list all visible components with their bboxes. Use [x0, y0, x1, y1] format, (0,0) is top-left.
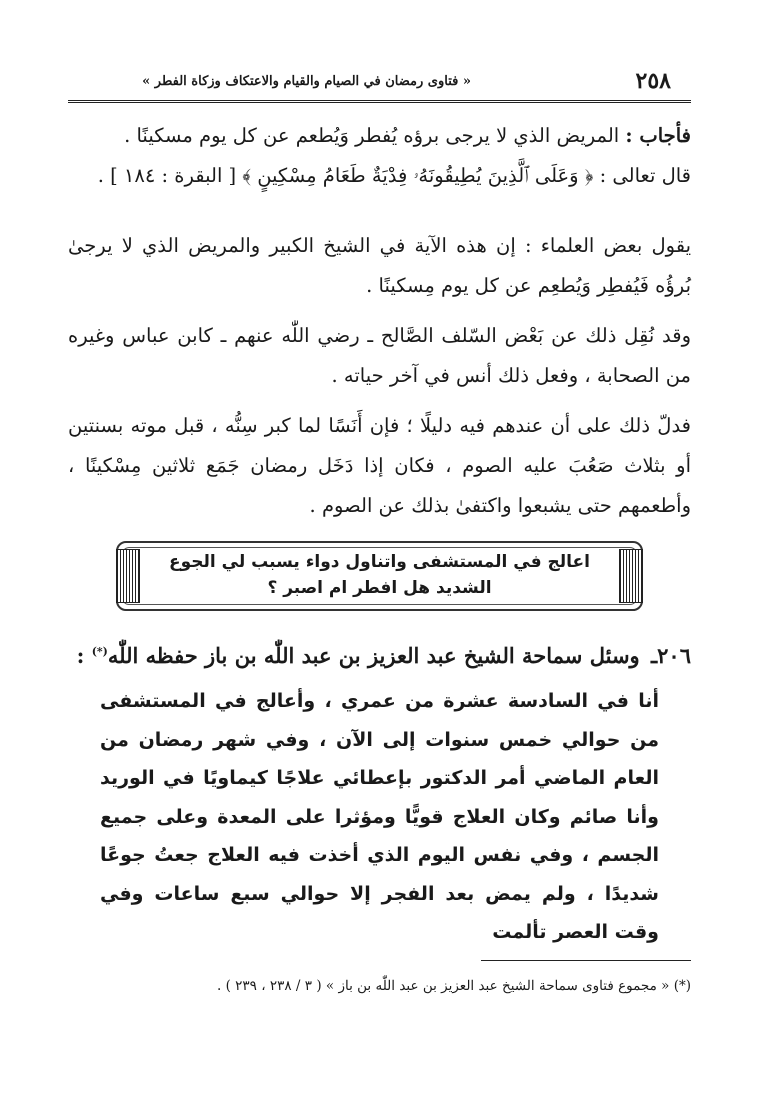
- page-header: [68, 68, 691, 98]
- answer-paragraph: [68, 116, 691, 196]
- banner-title-line-2: الشديد هل افطر ام اصبر ؟: [267, 578, 492, 598]
- answer-line-2: قال تعالى : ﴿ وَعَلَى ٱلَّذِينَ يُطِيقُونَهُۥ فِدْيَةٌ طَعَامُ مِسْكِينٍ ﴾ [ البقرة : ١٨٤ ] .: [97, 164, 691, 187]
- footnote: (*) « مجموع فتاوى سماحة الشيخ عبد العزيز بن عبد اللّٰه بن باز » ( ٣ / ٢٣٨ ، ٢٣٩ ) .: [217, 978, 691, 994]
- banner-ornament-right: [619, 549, 643, 603]
- paragraph-scholars: يقول بعض العلماء : إن هذه الآية في الشيخ الكبير والمريض الذي لا يرجىٰ بُرؤُه فَيُفطِر وَيُطعِم عن كل يوم مِسكينًا .: [68, 234, 691, 297]
- page-number: ٢٥٨: [635, 68, 671, 94]
- question-heading-text: وسئل سماحة الشيخ عبد العزيز بن عبد اللّٰه بن باز حفظه اللّٰه: [107, 643, 640, 668]
- paragraph-salaf: وقد نُقِل ذلك عن بَعْض السّلف الصَّالح ـ رضي اللّٰه عنهم ـ كابن عباس وغيره من الصحابة ، وفعل ذلك أنس في آخر حياته .: [68, 324, 691, 387]
- header-divider: [68, 100, 691, 103]
- paragraph-anas: فدلّ ذلك على أن عندهم فيه دليلًا ؛ فإن أَنَسًا لما كبر سِنُّه ، قبل موته بسنتين أو بثلاث صَعُبَ عليه الصوم ، فكان إذا دَخَل رمضان جَمَع ثلاثين مِسْكينًا ، وأطعمهم حتى يشبعوا واكتفىٰ بذلك عن الصوم .: [68, 414, 691, 517]
- banner-title: [158, 549, 601, 601]
- question-heading-colon: :: [76, 643, 92, 668]
- question-number: ٢٠٦ـ: [651, 643, 691, 668]
- answer-lead: فأجاب :: [625, 124, 691, 147]
- banner-title-line-1: اعالج في المستشفى واتناول دواء يسبب لي الجوع: [169, 552, 590, 572]
- banner-ornament-left: [116, 549, 140, 603]
- question-title-banner: [116, 541, 643, 611]
- footnote-divider: [481, 960, 691, 961]
- answer-line-1: المريض الذي لا يرجى برؤه يُفطر وَيُطعم عن كل يوم مسكينًا .: [124, 124, 620, 147]
- question-body: أنا في السادسة عشرة من عمري ، وأعالج في المستشفى من حوالي خمس سنوات إلى الآن ، وفي شهر رمضان من العام الماضي أمر الدكتور بإعطائي علاجًا كيماويًا في الوريد وأنا صائم وكان العلاج قويًّا ومؤثرا على المعدة وعلى جميع الجسم ، وفي نفس اليوم الذي أخذت فيه العلاج جعتُ جوعًا شديدًا ، ولم يمض بعد الفجر إلا حوالي سبع ساعات وفي وقت العصر تألمت: [100, 690, 659, 943]
- question-heading: [68, 632, 691, 676]
- footnote-reference: (*): [91, 645, 108, 658]
- running-title: « فتاوى رمضان في الصيام والقيام والاعتكاف وزكاة الفطر »: [142, 74, 471, 89]
